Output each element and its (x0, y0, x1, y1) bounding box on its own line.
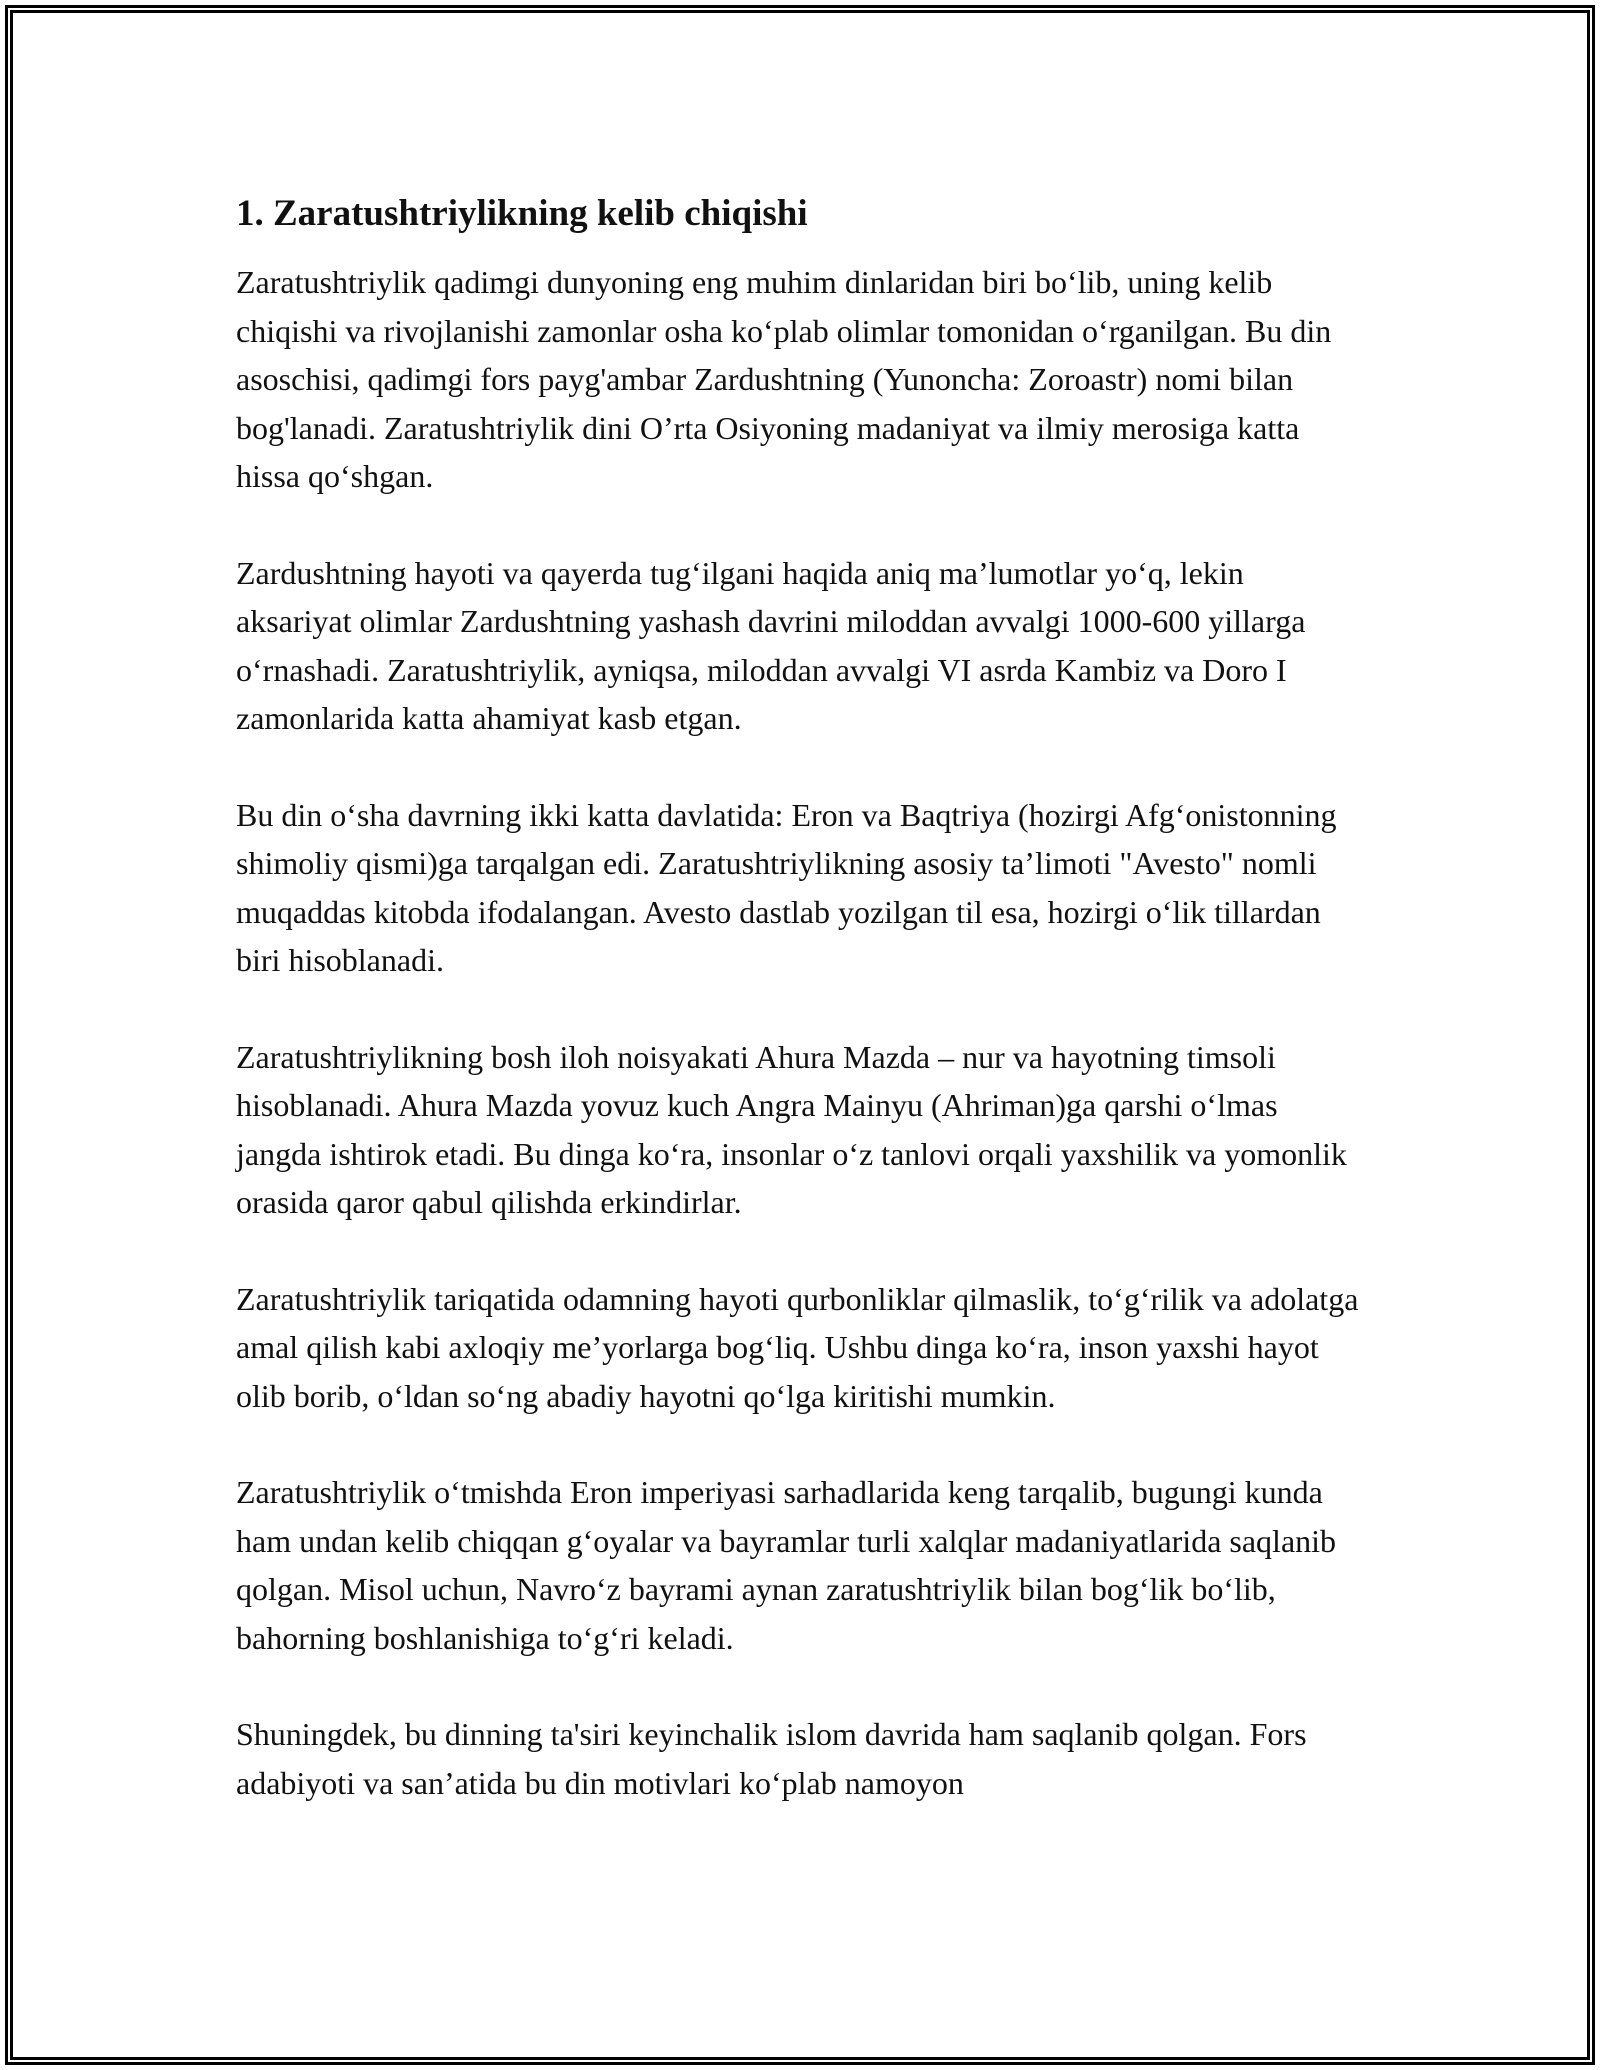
paragraph-legacy-navruz: Zaratushtriylik o‘tmishda Eron imperiyasi sarhadlarida keng tarqalib, bugungi kunda ham undan kelib chiqqan g‘oyalar va bayramlar turli xalqlar madaniyatlarida saqlanib qolgan. Misol uchun, Navro‘z bayrami aynan zaratushtriylik bilan bog‘lik bo‘lib, bahorning boshlanishiga to‘g‘ri keladi. (236, 1474, 1337, 1656)
paragraph-ahura-mazda: Zaratushtriylikning bosh iloh noisyakati Ahura Mazda – nur va hayotning timsoli hisoblanadi. Ahura Mazda yovuz kuch Angra Mainyu (Ahriman)ga qarshi o‘lmas jangda ishtirok etadi. Bu dinga ko‘ra, insonlar o‘z tanlovi orqali yaxshilik va yomonlik orasida qaror qabul qilishda erkindirlar. (236, 1038, 1347, 1220)
paragraph-zardusht-life: Zardushtning hayoti va qayerda tug‘ilgani haqida aniq ma’lumotlar yo‘q, lekin aksariyat olimlar Zardushtning yashash davrini miloddan avvalgi 1000-600 yillarga o‘rnashadi. Zaratushtriylik, ayniqsa, miloddan avvalgi VI asrda Kambiz va Doro I zamonlarida katta ahamiyat kasb etgan. (236, 554, 1306, 736)
section-heading: 1. Zaratushtriylikning kelib chiqishi (236, 193, 808, 234)
paragraph-spread-avesto: Bu din o‘sha davrning ikki katta davlatida: Eron va Baqtriya (hozirgi Afg‘onistonning shimoliy qismi)ga tarqalgan edi. Zaratushtriylikning asosiy ta’limoti "Avesto" nomli muqaddas kitobda ifodalangan. Avesto dastlab yozilgan til esa, hozirgi o‘lik tillardan biri hisoblanadi. (236, 796, 1337, 978)
paragraph-origin: Zaratushtriylik qadimgi dunyoning eng muhim dinlaridan biri bo‘lib, uning kelib chiqishi va rivojlanishi zamonlar osha ko‘plab olimlar tomonidan o‘rganilgan. Bu din asoschisi, qadimgi fors payg'ambar Zardushtning (Yunoncha: Zoroastr) nomi bilan bog'lanadi. Zaratushtriylik dini O’rta Osiyoning madaniyat va ilmiy merosiga katta hissa qo‘shgan. (236, 264, 1332, 494)
paragraph-ethics: Zaratushtriylik tariqatida odamning hayoti qurbonliklar qilmaslik, to‘g‘rilik va adolatga amal qilish kabi axloqiy me’yorlarga bog‘liq. Ushbu dinga ko‘ra, inson yaxshi hayot olib borib, o‘ldan so‘ng abadiy hayotni qo‘lga kiritishi mumkin. (236, 1280, 1359, 1414)
document-body (236, 190, 1366, 1855)
paragraph-islamic-period: Shuningdek, bu dinning ta'siri keyinchalik islom davrida ham saqlanib qolgan. Fors adabiyoti va san’atida bu din motivlari ko‘plab namoyon (236, 1716, 1307, 1801)
